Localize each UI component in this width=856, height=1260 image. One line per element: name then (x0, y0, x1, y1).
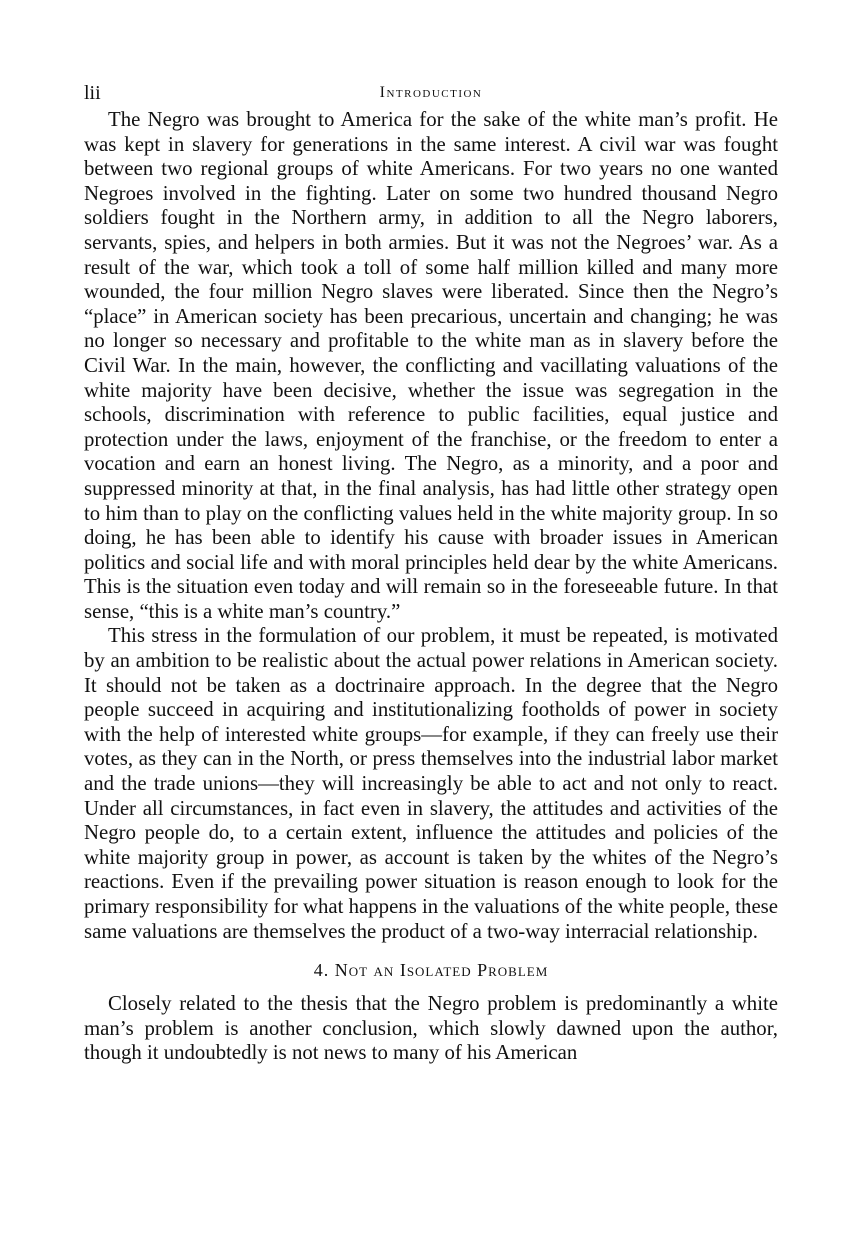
running-head (84, 78, 778, 108)
book-page (84, 78, 778, 1066)
body-paragraph-2: This stress in the formulation of our problem, it must be repeated, is motivated by an ambition to be realistic about the actual power relations in American society. It should not be taken as a doctrinaire approach. In the degree that the Negro people succeed in acquiring and institutionalizing footholds of power in society with the help of interested white groups—for example, if they can freely use their votes, as they can in the North, or press themselves into the industrial labor market and the trade unions—they will increasingly be able to act and not only to react. Under all circumstances, in fact even in slavery, the attitudes and activities of the Negro people do, to a certain extent, influence the attitudes and policies of the white majority group in power, as account is taken by the whites of the Negro’s reactions. Even if the prevailing power situation is reason enough to look for the primary responsibility for what happens in the valuations of the white people, these same valuations are themselves the product of a two-way interracial relationship. (84, 624, 778, 943)
section-heading: 4. Not an Isolated Problem (313, 960, 549, 981)
body-paragraph-1: The Negro was brought to America for the sake of the white man’s profit. He was kept in slavery for generations in the same interest. A civil war was fought between two regional groups of white Americans. For two years no one wanted Negroes involved in the fighting. Later on some two hundred thousand Negro soldiers fought in the Northern army, in addition to all the Negro laborers, servants, spies, and helpers in both armies. But it was not the Negroes’ war. As a result of the war, which took a toll of some half million killed and many more wounded, the four million Negro slaves were liberated. Since then the Negro’s “place” in American society has been precarious, uncertain and changing; he was no longer so necessary and profitable to the white man as in slavery before the Civil War. In the main, however, the conflicting and vacillating valuations of the white majority have been decisive, whether the issue was segregation in the schools, discrimination with reference to public facilities, equal justice and protection under the laws, enjoyment of the franchise, or the freedom to enter a vocation and earn an honest living. The Negro, as a minority, and a poor and suppressed minority at that, in the final analysis, has had little other strategy open to him than to play on the conflicting values held in the white majority group. In so doing, he has been able to identify his cause with broader issues in American politics and social life and with moral principles held dear by the white Americans. This is the situation even today and will remain so in the foreseeable future. In that sense, “this is a white man’s country.” (84, 108, 778, 623)
page-number: lii (84, 82, 101, 104)
running-title: Introduction (379, 84, 483, 101)
body-paragraph-3: Closely related to the thesis that the Negro problem is predominantly a white man’s problem is another conclusion, which slowly dawned upon the author, though it undoubtedly is not news to many of his American (84, 992, 778, 1065)
